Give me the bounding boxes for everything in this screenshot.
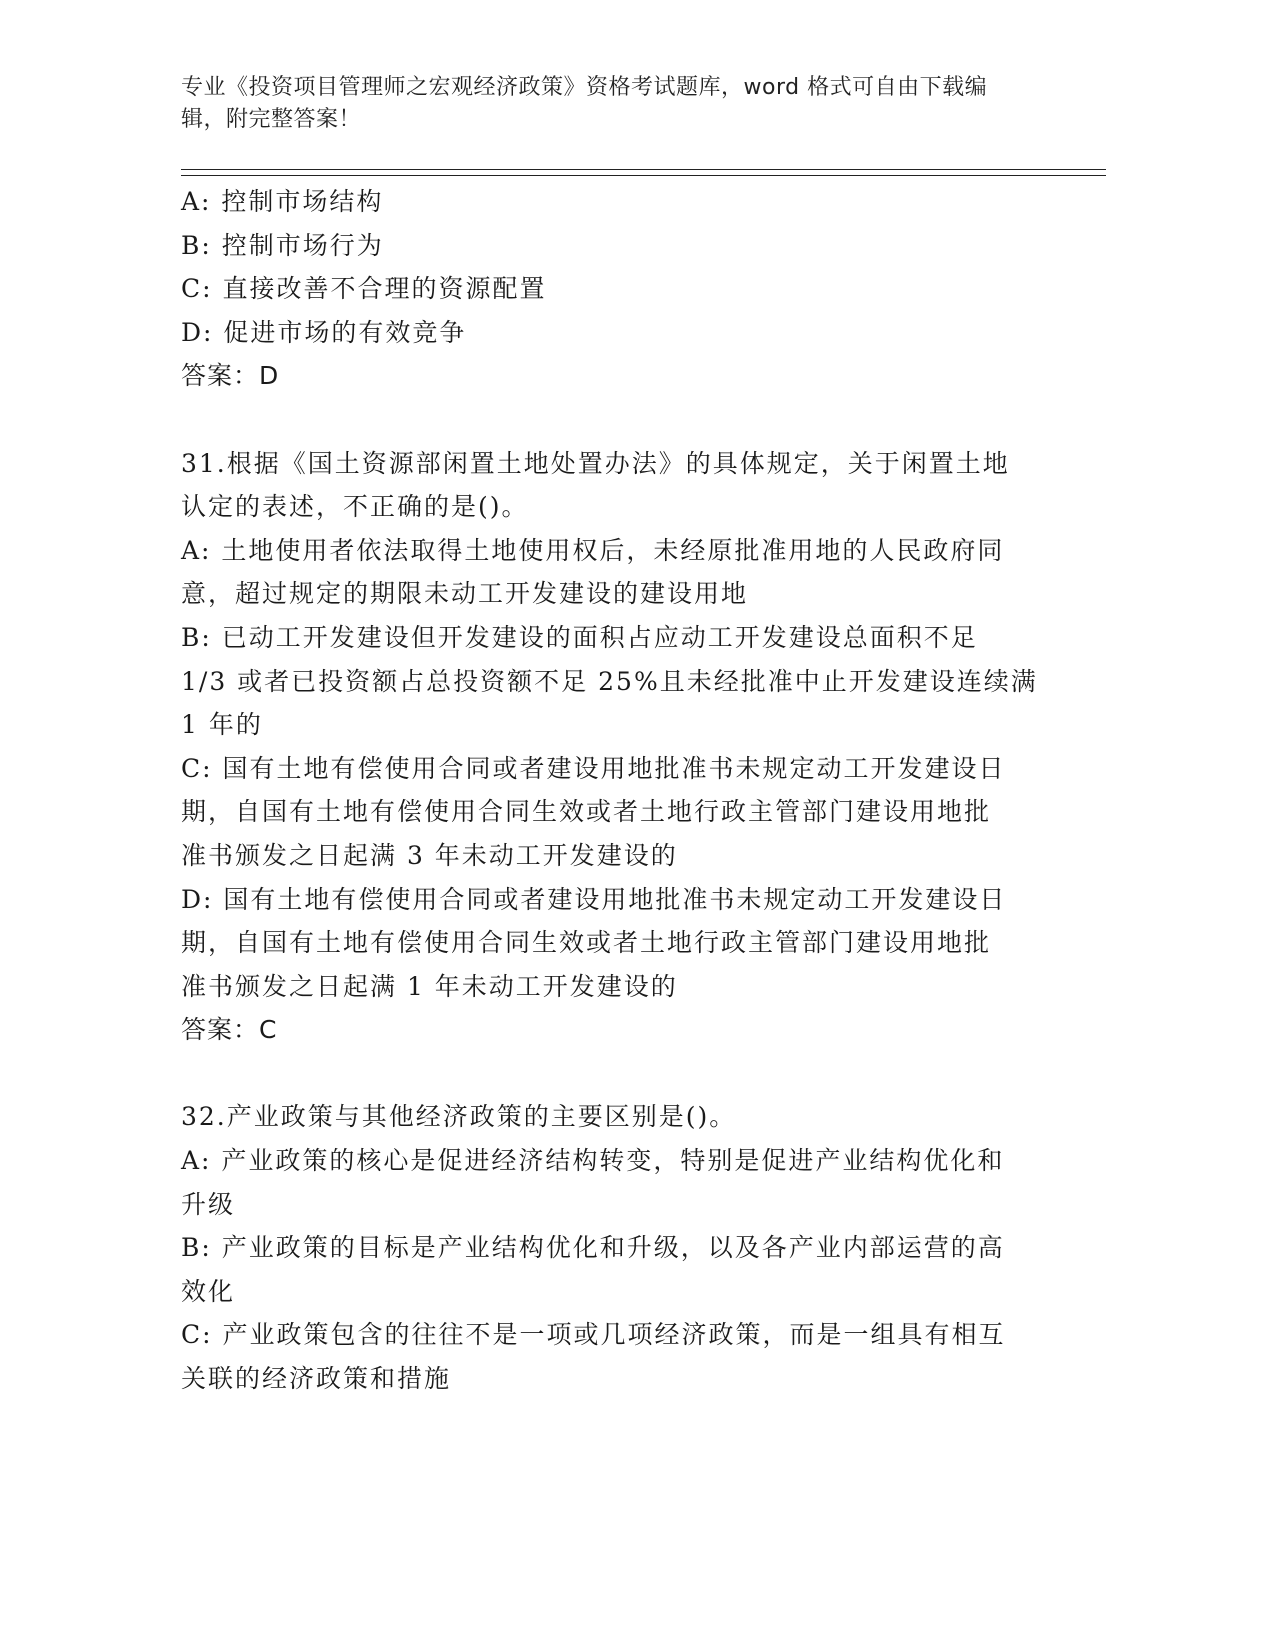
spacer <box>181 398 1041 442</box>
question-32-option-b-line-2: 效化 <box>181 1276 236 1306</box>
answer-label: 答案：D <box>181 361 280 391</box>
option-b: B: 控制市场行为 <box>181 230 384 260</box>
option-d: D: 促进市场的有效竞争 <box>181 317 467 347</box>
question-31-option-a-line-1: A: 土地使用者依法取得土地使用权后，未经原批准用地的人民政府同 <box>181 535 1005 565</box>
question-32-option-c-line-2: 关联的经济政策和措施 <box>181 1364 452 1394</box>
question-31-option-c-line-3: 准书颁发之日起满 3 年未动工开发建设的 <box>181 840 678 870</box>
question-31-option-c-line-1: C: 国有土地有偿使用合同或者建设用地批准书未规定动工开发建设日 <box>181 753 1006 783</box>
header-line-2: 辑，附完整答案！ <box>181 107 362 132</box>
option-a: A: 控制市场结构 <box>181 187 384 216</box>
question-32-block <box>181 1095 1041 1400</box>
question-31-option-c-line-2: 期，自国有土地有偿使用合同生效或者土地行政主管部门建设用地批 <box>181 797 992 827</box>
question-32-option-a-line-1: A: 产业政策的核心是促进经济结构转变，特别是促进产业结构优化和 <box>181 1146 1005 1176</box>
question-32-stem: 32.产业政策与其他经济政策的主要区别是()。 <box>181 1102 737 1132</box>
question-32-option-a-line-2: 升级 <box>181 1189 236 1219</box>
question-32-option-b-line-1: B: 产业政策的目标是产业结构优化和升级，以及各产业内部运营的高 <box>181 1233 1005 1263</box>
question-31-option-d-line-3: 准书颁发之日起满 1 年未动工开发建设的 <box>181 971 678 1001</box>
header-divider-top <box>181 169 1106 170</box>
question-32-option-c-line-1: C: 产业政策包含的往往不是一项或几项经济政策，而是一组具有相互 <box>181 1320 1006 1350</box>
spacer <box>181 1052 1041 1096</box>
question-31-block <box>181 442 1041 1052</box>
question-31-option-d-line-1: D: 国有土地有偿使用合同或者建设用地批准书未规定动工开发建设日 <box>181 884 1007 914</box>
question-31-stem-line-1: 31.根据《国土资源部闲置土地处置办法》的具体规定，关于闲置土地 <box>181 448 1010 478</box>
document-body <box>181 180 1041 1401</box>
question-31-option-a-line-2: 意，超过规定的期限未动工开发建设的建设用地 <box>181 579 749 609</box>
question-31-option-d-line-2: 期，自国有土地有偿使用合同生效或者土地行政主管部门建设用地批 <box>181 928 992 958</box>
question-30-block <box>181 180 1041 398</box>
question-31-option-b-line-2: 1/3 或者已投资额占总投资额不足 25%且未经批准中止开发建设连续满 <box>181 666 1038 696</box>
question-31-option-b-line-1: B: 已动工开发建设但开发建设的面积占应动工开发建设总面积不足 <box>181 622 978 652</box>
question-31-answer: 答案：C <box>181 1015 278 1045</box>
header-line-1: 专业《投资项目管理师之宏观经济政策》资格考试题库，word 格式可自由下载编 <box>181 75 988 100</box>
option-c: C: 直接改善不合理的资源配置 <box>181 274 547 304</box>
question-31-option-b-line-3: 1 年的 <box>181 710 263 740</box>
question-31-stem-line-2: 认定的表述，不正确的是()。 <box>181 492 529 522</box>
document-header <box>181 72 1041 136</box>
header-divider-bottom <box>181 175 1106 176</box>
